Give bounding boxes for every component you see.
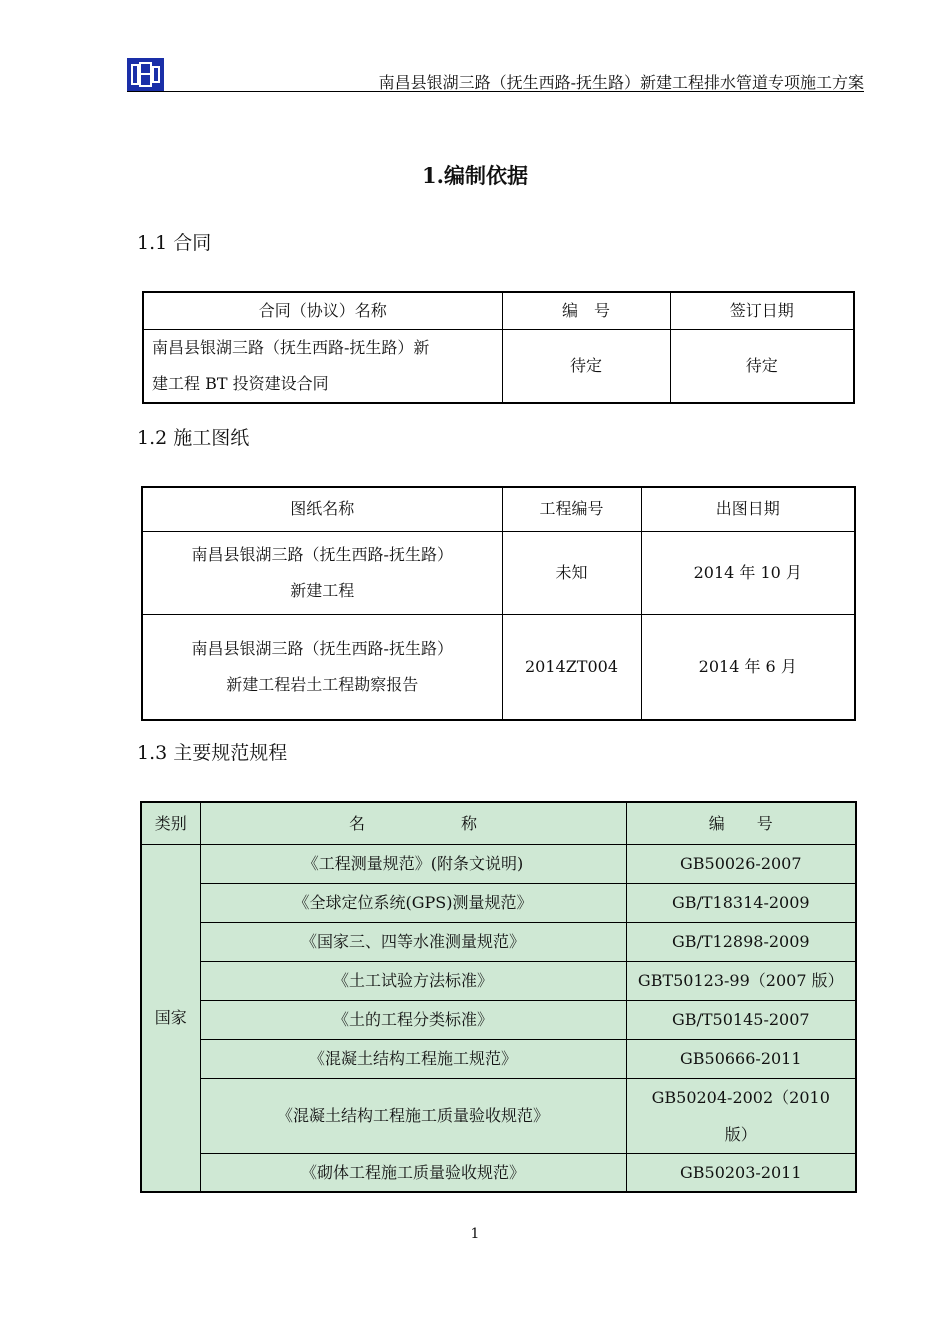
table-row: [141, 1039, 856, 1078]
standard-name-cell: 《混凝土结构工程施工质量验收规范》: [200, 1078, 626, 1153]
standard-number-cell: GB50026-2007: [626, 844, 856, 883]
cell-text: 南昌县银湖三路（抚生西路-抚生路）: [191, 638, 453, 658]
table-row: [143, 330, 854, 404]
page-number: 1: [470, 1226, 480, 1242]
column-header: 图纸名称: [142, 487, 502, 531]
column-header: 编 号: [502, 292, 670, 330]
document-title: 1.编制依据: [422, 163, 528, 188]
standard-number-cell: GB50666-2011: [626, 1039, 856, 1078]
table-row: [141, 961, 856, 1000]
standards-table: [140, 801, 857, 1193]
drawing-name-cell: [142, 531, 502, 614]
standard-name-cell: 《砌体工程施工质量验收规范》: [200, 1153, 626, 1192]
cell-text: GB50204-2002（2010: [651, 1087, 830, 1107]
table-header-row: [143, 292, 854, 330]
standard-number-cell: GB/T12898-2009: [626, 922, 856, 961]
table-row: [141, 1078, 856, 1153]
cell-text: 新建工程: [290, 580, 355, 600]
table-row: [141, 1000, 856, 1039]
drawing-number-cell: 2014ZT004: [502, 614, 641, 720]
table-row: [141, 883, 856, 922]
standard-name-cell: 《混凝土结构工程施工规范》: [200, 1039, 626, 1078]
table-header-row: [141, 802, 856, 844]
column-header: 出图日期: [641, 487, 855, 531]
column-header: 编 号: [626, 802, 856, 844]
table-header-row: [142, 487, 855, 531]
section-heading-standards: 1.3 主要规范规程: [137, 742, 288, 764]
contract-number-cell: 待定: [502, 330, 670, 404]
drawing-date-cell: 2014 年 10 月: [641, 531, 855, 614]
drawing-date-cell: 2014 年 6 月: [641, 614, 855, 720]
cell-text: 建工程 BT 投资建设合同: [152, 374, 329, 393]
contract-name-cell: [143, 330, 502, 404]
column-header: 签订日期: [670, 292, 854, 330]
column-header: 类别: [141, 802, 200, 844]
table-row: [142, 614, 855, 720]
standard-name-cell: 《土工试验方法标准》: [200, 961, 626, 1000]
header-divider: [127, 91, 864, 92]
drawing-number-cell: 未知: [502, 531, 641, 614]
cell-text: 南昌县银湖三路（抚生西路-抚生路）新: [152, 338, 430, 357]
contract-table: [142, 291, 855, 404]
table-row: [141, 1153, 856, 1192]
column-header: 名 称: [200, 802, 626, 844]
header-title: 南昌县银湖三路（抚生西路-抚生路）新建工程排水管道专项施工方案: [378, 73, 864, 92]
standard-name-cell: 《土的工程分类标准》: [200, 1000, 626, 1039]
column-header: 合同（协议）名称: [143, 292, 502, 330]
cell-text: 南昌县银湖三路（抚生西路-抚生路）: [191, 544, 453, 564]
standard-number-cell: GB/T50145-2007: [626, 1000, 856, 1039]
category-cell: 国家: [141, 844, 200, 1192]
column-header: 工程编号: [502, 487, 641, 531]
company-logo: [127, 58, 164, 91]
section-heading-drawings: 1.2 施工图纸: [137, 427, 250, 449]
table-row: [141, 922, 856, 961]
standard-name-cell: 《工程测量规范》(附条文说明): [200, 844, 626, 883]
contract-date-cell: 待定: [670, 330, 854, 404]
cell-text: 新建工程岩土工程勘察报告: [226, 674, 419, 694]
section-heading-contract: 1.1 合同: [137, 232, 212, 254]
standard-number-cell: GB/T18314-2009: [626, 883, 856, 922]
standard-name-cell: 《全球定位系统(GPS)测量规范》: [200, 883, 626, 922]
standard-number-cell: GBT50123-99（2007 版）: [626, 961, 856, 1000]
standard-number-cell: GB50203-2011: [626, 1153, 856, 1192]
drawing-name-cell: [142, 614, 502, 720]
standard-name-cell: 《国家三、四等水准测量规范》: [200, 922, 626, 961]
cell-text: 版）: [724, 1124, 757, 1144]
table-row: [141, 844, 856, 883]
drawings-table: [141, 486, 856, 721]
table-row: [142, 531, 855, 614]
standard-number-cell: [626, 1078, 856, 1153]
